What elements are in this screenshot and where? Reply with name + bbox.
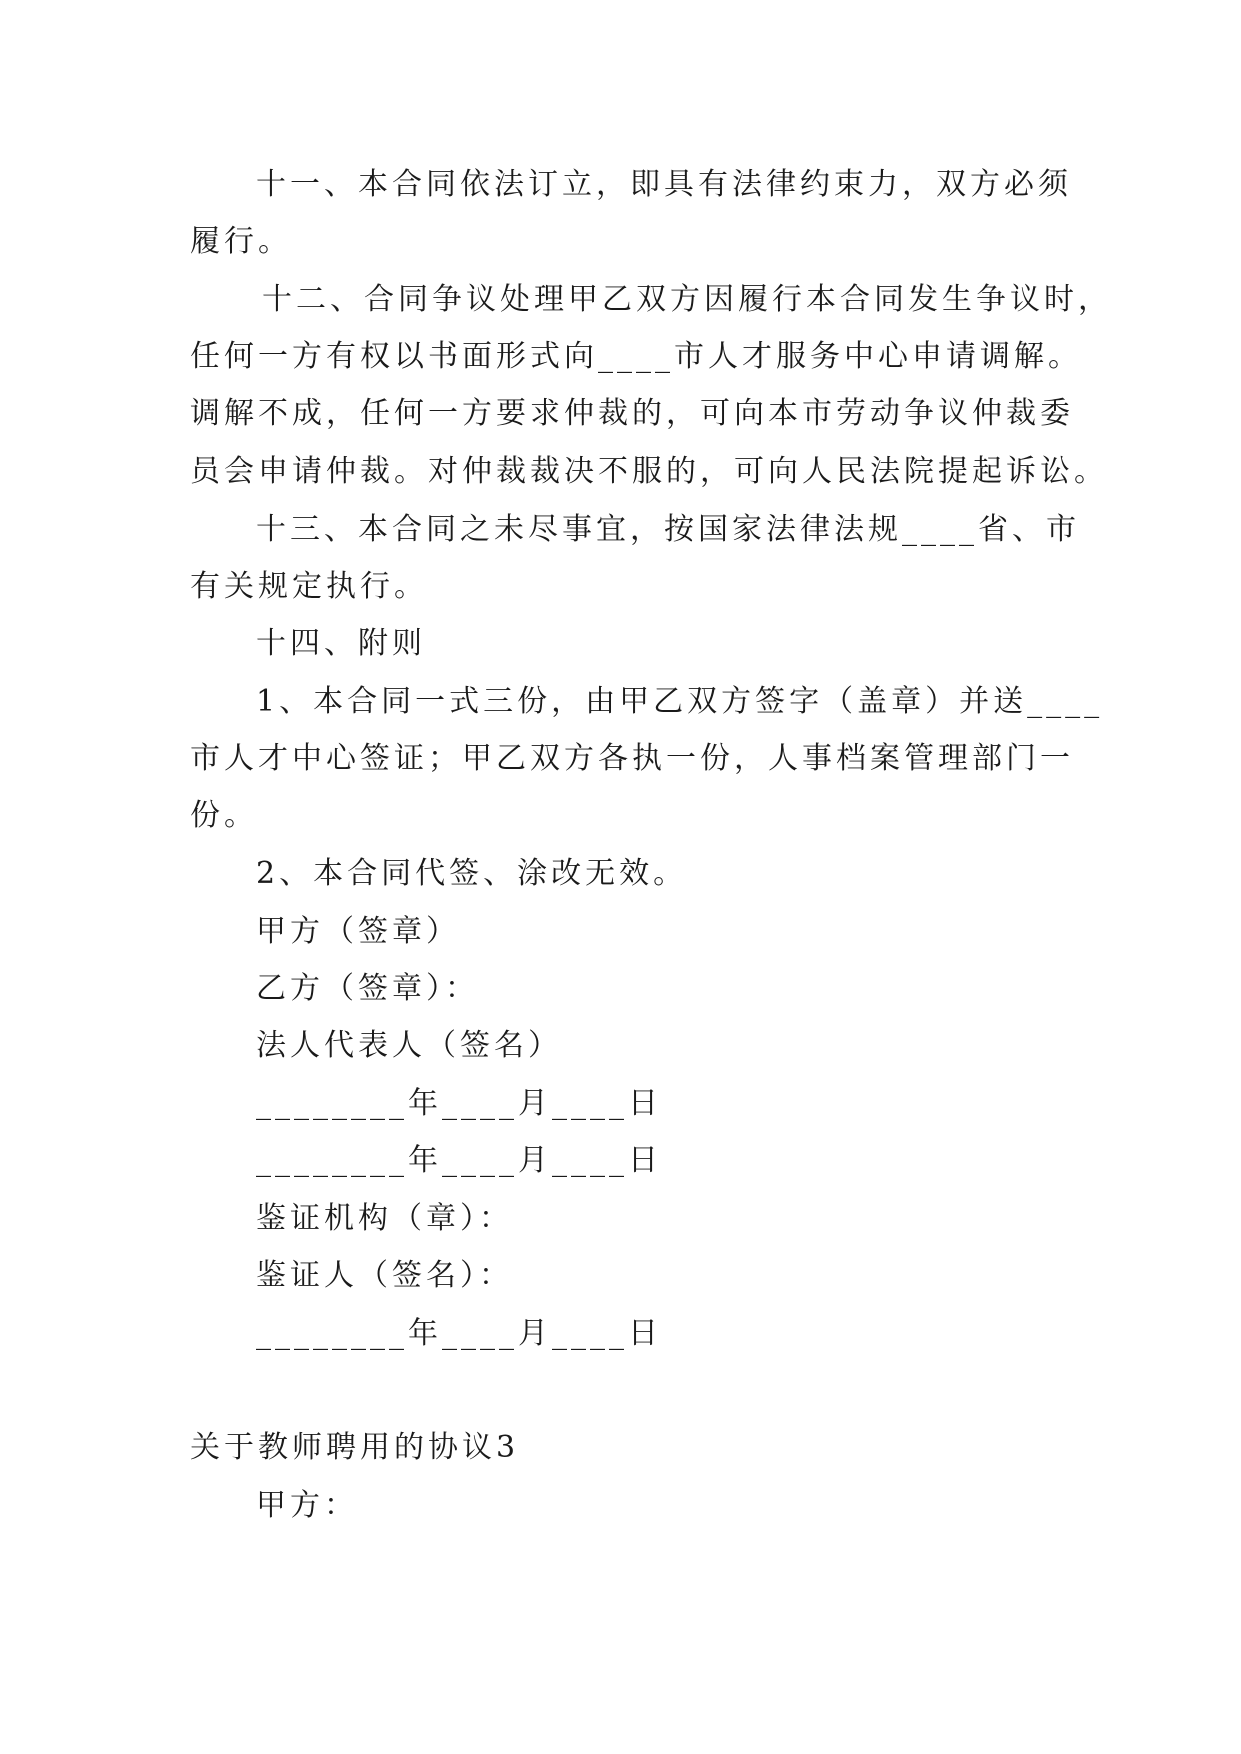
- clause-11-line-2: 履行。: [190, 224, 292, 259]
- appendix-2-line: 2、本合同代签、涂改无效。: [256, 856, 688, 891]
- clause-14-heading: 十四、附则: [256, 626, 426, 661]
- appendix-1-line-2: 市人才中心签证；甲乙双方各执一份，人事档案管理部门一: [190, 741, 1074, 776]
- clause-12-line-1: 十二、合同争议处理甲乙双方因履行本合同发生争议时，: [262, 282, 1112, 317]
- clause-12-line-4: 员会申请仲裁。对仲裁裁决不服的，可向人民法院提起诉讼。: [190, 454, 1108, 489]
- clause-12-line-2: 任何一方有权以书面形式向____市人才服务中心申请调解。: [190, 339, 1082, 374]
- clause-12-line-3: 调解不成，任何一方要求仲裁的，可向本市劳动争议仲裁委: [190, 396, 1074, 431]
- next-agreement-title: 关于教师聘用的协议3: [190, 1430, 520, 1465]
- date-line-3: ________年____月____日: [256, 1316, 662, 1351]
- date-line-1: ________年____月____日: [256, 1086, 662, 1121]
- party-a-signature-label: 甲方（签章）: [256, 914, 460, 949]
- certifier-label: 鉴证人（签名）：: [256, 1258, 513, 1293]
- party-a-label: 甲方：: [256, 1488, 358, 1523]
- appendix-1-line-1: 1、本合同一式三份，由甲乙双方签字（盖章）并送____: [256, 684, 1104, 719]
- legal-representative-label: 法人代表人（签名）: [256, 1028, 562, 1063]
- party-b-signature-label: 乙方（签章）：: [256, 971, 479, 1006]
- certifying-agency-label: 鉴证机构（章）：: [256, 1201, 513, 1236]
- date-line-2: ________年____月____日: [256, 1143, 662, 1178]
- clause-11-line-1: 十一、本合同依法订立，即具有法律约束力，双方必须: [256, 167, 1072, 202]
- clause-13-line-1: 十三、本合同之未尽事宜，按国家法律法规____省、市: [256, 512, 1080, 547]
- appendix-1-line-3: 份。: [190, 798, 258, 833]
- clause-13-line-2: 有关规定执行。: [190, 569, 428, 604]
